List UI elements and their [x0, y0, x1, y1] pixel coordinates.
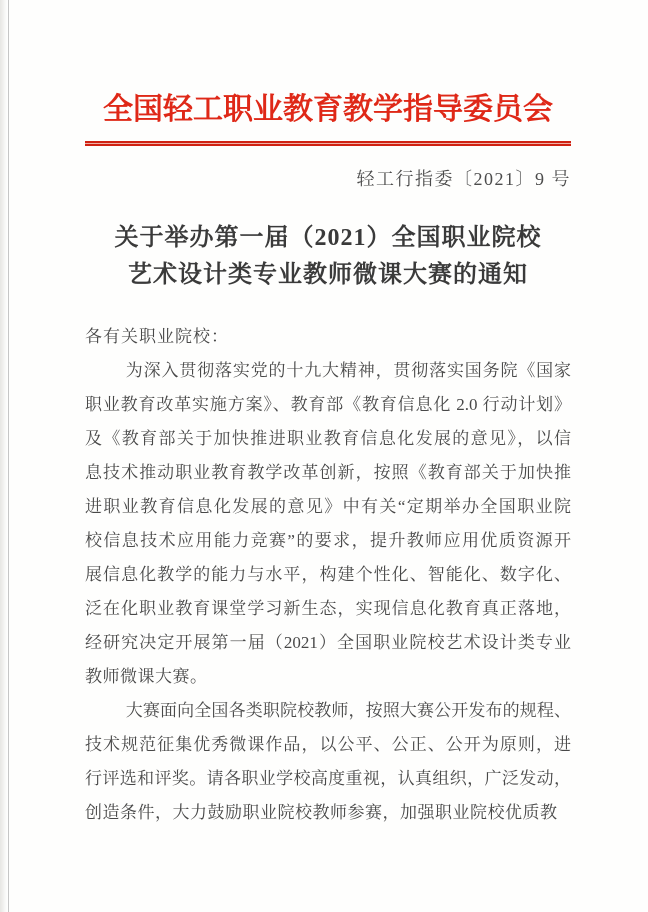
body-line: 教师微课大赛。 [85, 667, 208, 686]
body-line: 为深入贯彻落实党的十九大精神，贯彻落实国务院《国家 [125, 361, 571, 380]
body-line: 职业教育改革实施方案》、教育部《教育信息化 2.0 行动计划》 [85, 395, 571, 414]
notice-title-line-1: 关于举办第一届（2021）全国职业院校 [114, 225, 542, 251]
body-line: 息技术推动职业教育教学改革创新，按照《教育部关于加快推 [85, 463, 571, 482]
body-line: 经研究决定开展第一届（2021）全国职业院校艺术设计类专业 [85, 633, 571, 652]
scan-edge-shadow [0, 0, 7, 912]
document-number: 轻工行指委〔2021〕9 号 [356, 169, 571, 189]
body-line: 技术规范征集优秀微课作品，以公平、公正、公开为原则，进 [85, 735, 571, 754]
body-line: 大赛面向全国各类职院校教师，按照大赛公开发布的规程、 [125, 701, 571, 720]
body-line: 及《教育部关于加快推进职业教育信息化发展的意见》，以信 [85, 429, 571, 448]
letterhead-red-divider [85, 141, 571, 146]
letterhead-org-title: 全国轻工职业教育教学指导委员会 [103, 93, 553, 126]
body-line: 行评选和评奖。请各职业学校高度重视，认真组织，广泛发动， [85, 769, 571, 788]
body-line: 校信息技术应用能力竞赛”的要求，提升教师应用优质资源开 [85, 531, 571, 550]
document-content [85, 0, 571, 830]
body-line: 进职业教育信息化发展的意见》中有关“定期举办全国职业院 [85, 497, 571, 516]
body-line: 创造条件，大力鼓励职业院校教师参赛，加强职业院校优质教 [85, 803, 558, 822]
scan-edge-line [8, 0, 9, 912]
body-line: 展信息化教学的能力与水平，构建个性化、智能化、数字化、 [85, 565, 571, 584]
notice-title [85, 220, 571, 294]
notice-body [85, 354, 571, 830]
salutation: 各有关职业院校： [85, 327, 229, 346]
body-line: 泛在化职业教育课堂学习新生态，实现信息化教育真正落地， [85, 599, 571, 618]
notice-title-line-2: 艺术设计类专业教师微课大赛的通知 [128, 262, 528, 288]
